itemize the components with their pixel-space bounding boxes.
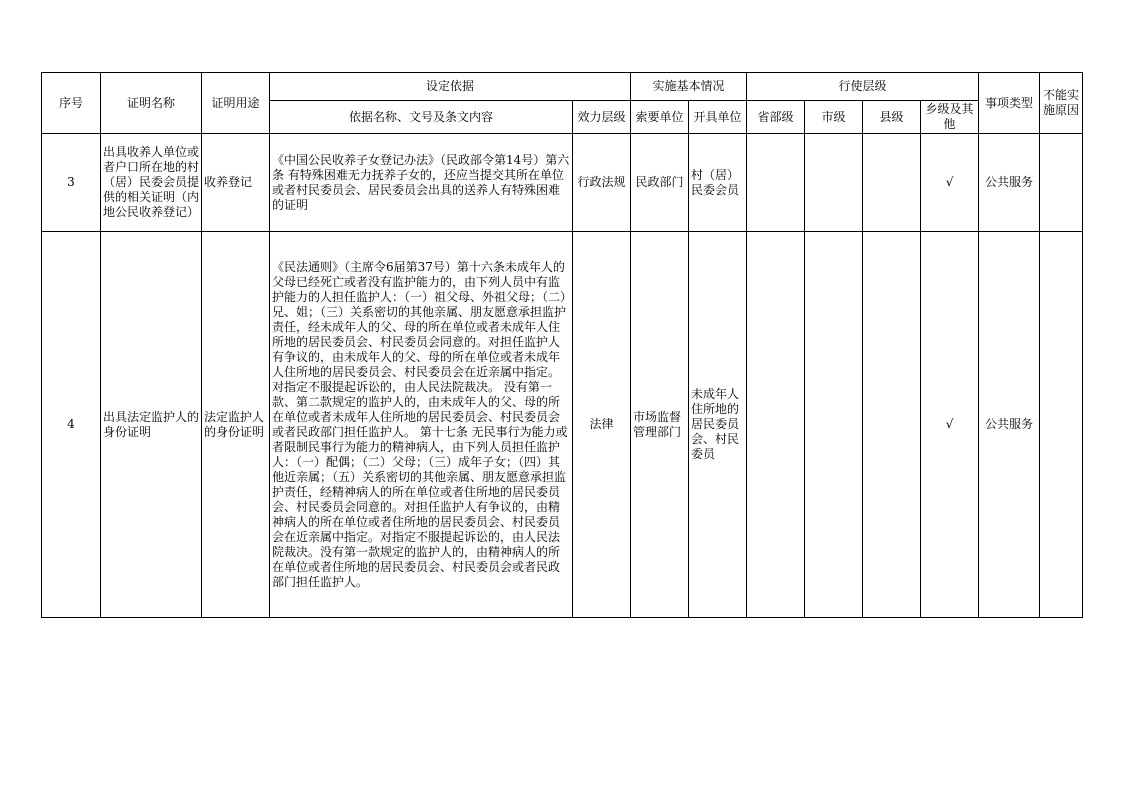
row-province <box>747 134 805 232</box>
row-city <box>805 232 863 618</box>
row-effect-level: 行政法规 <box>573 134 631 232</box>
header-basis-content: 依据名称、文号及条文内容 <box>270 101 573 134</box>
header-impl-group: 实施基本情况 <box>631 73 747 101</box>
header-county: 县级 <box>863 101 921 134</box>
header-item-type: 事项类型 <box>979 73 1040 134</box>
header-effect-level: 效力层级 <box>573 101 631 134</box>
row-item-type: 公共服务 <box>979 232 1040 618</box>
header-basis-group: 设定依据 <box>270 73 631 101</box>
row-basis: 《中国公民收养子女登记办法》（民政部令第14号）第六条 有特殊困难无力抚养子女的，还应当提交其所在单位或者村民委员会、居民委员会出具的送养人有特殊困难的证明 <box>270 134 573 232</box>
row-province <box>747 232 805 618</box>
header-issue-unit: 开具单位 <box>689 101 747 134</box>
table-row <box>42 134 1083 232</box>
row-effect-level: 法律 <box>573 232 631 618</box>
row-name: 出具法定监护人的身份证明 <box>101 232 202 618</box>
header-city: 市级 <box>805 101 863 134</box>
row-seq: 3 <box>42 134 101 232</box>
header-seq: 序号 <box>42 73 101 134</box>
row-issue-unit: 未成年人住所地的居民委员会、村民委员 <box>689 232 747 618</box>
header-not-impl-reason: 不能实施原因 <box>1040 73 1083 134</box>
row-request-unit: 民政部门 <box>631 134 689 232</box>
row-township-check: √ <box>921 134 979 232</box>
certificate-table <box>41 72 1083 618</box>
row-seq: 4 <box>42 232 101 618</box>
header-province: 省部级 <box>747 101 805 134</box>
row-county <box>863 232 921 618</box>
header-row-1 <box>42 73 1083 101</box>
row-name: 出具收养人单位或者户口所在地的村（居）民委会员提供的相关证明（内地公民收养登记） <box>101 134 202 232</box>
row-item-type: 公共服务 <box>979 134 1040 232</box>
row-county <box>863 134 921 232</box>
row-not-impl-reason <box>1040 134 1083 232</box>
header-township: 乡级及其他 <box>921 101 979 134</box>
header-admin-group: 行使层级 <box>747 73 979 101</box>
table-row <box>42 232 1083 618</box>
header-request-unit: 索要单位 <box>631 101 689 134</box>
row-township-check: √ <box>921 232 979 618</box>
row-issue-unit: 村（居）民委会员 <box>689 134 747 232</box>
row-request-unit: 市场监督管理部门 <box>631 232 689 618</box>
header-name: 证明名称 <box>101 73 202 134</box>
row-purpose: 收养登记 <box>202 134 270 232</box>
row-city <box>805 134 863 232</box>
header-purpose: 证明用途 <box>202 73 270 134</box>
row-purpose: 法定监护人的身份证明 <box>202 232 270 618</box>
row-not-impl-reason <box>1040 232 1083 618</box>
row-basis: 《民法通则》（主席令6届第37号）第十六条未成年人的父母已经死亡或者没有监护能力的，由下列人员中有监护能力的人担任监护人：（一）祖父母、外祖父母；（二）兄、姐；（三）关系密切的其他亲属、朋友愿意承担监护责任，经未成年人的父、母的所在单位或者未成年人住所地的居民委员会、村民委员会同意的。对担任监护人有争议的，由未成年人的父、母的所在单位或者未成年人住所地的居民委员会、村民委员会在近亲属中指定。对指定不服提起诉讼的，由人民法院裁决。 没有第一款、第二款规定的监护人的，由未成年人的父、母的所在单位或者未成年人住所地的居民委员会、村民委员会或者民政部门担任监护人。 第十七条 无民事行为能力或者限制民事行为能力的精神病人，由下列人员担任监护人：（一）配偶；（二）父母；（三）成年子女；（四）其他近亲属；（五）关系密切的其他亲属、朋友愿意承担监护责任，经精神病人的所在单位或者住所地的居民委员会、村民委员会同意的。对担任监护人有争议的，由精神病人的所在单位或者住所地的居民委员会、村民委员会在近亲属中指定。对指定不服提起诉讼的，由人民法院裁决。没有第一款规定的监护人的，由精神病人的所在单位或者住所地的居民委员会、村民委员会或者民政部门担任监护人。 <box>270 232 573 618</box>
